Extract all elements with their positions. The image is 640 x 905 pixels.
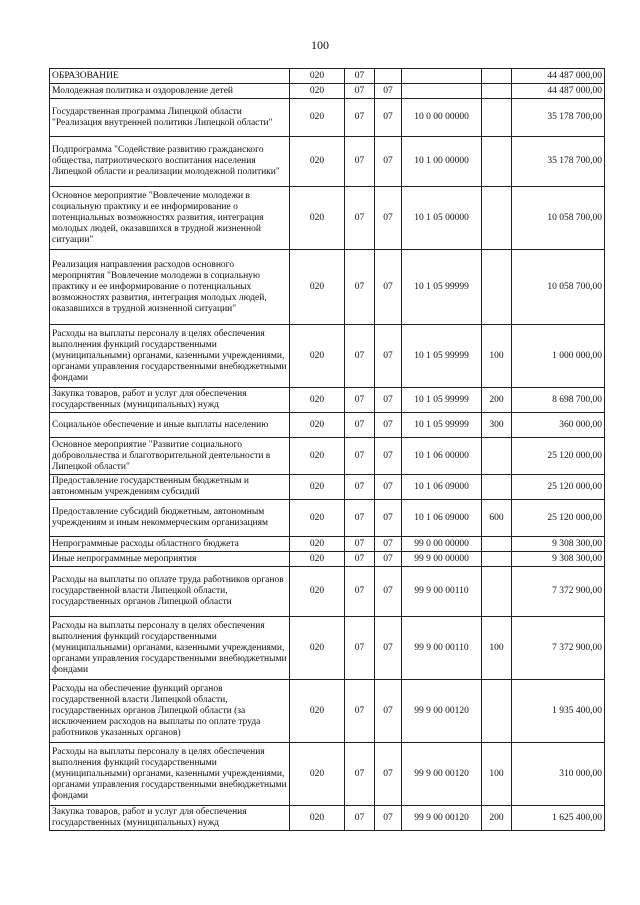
row-target-article: 99 0 00 00000 [402, 537, 482, 552]
row-section: 07 [345, 500, 375, 537]
row-amount: 44 487 000,00 [512, 69, 605, 84]
row-expense-type [482, 552, 512, 567]
row-target-article: 99 9 00 00110 [402, 567, 482, 617]
row-grbs: 020 [290, 438, 345, 475]
row-section: 07 [345, 187, 375, 250]
row-expense-type [482, 475, 512, 500]
row-name: Социальное обеспечение и иные выплаты населению [50, 413, 290, 438]
row-subsection: 07 [375, 567, 402, 617]
row-amount: 10 058 700,00 [512, 187, 605, 250]
row-expense-type [482, 680, 512, 743]
table-row [50, 137, 605, 187]
row-section: 07 [345, 99, 375, 137]
row-name: Закупка товаров, работ и услуг для обеспечения государственных (муниципальных) нужд [50, 806, 290, 831]
budget-table [49, 68, 605, 831]
row-name: Предоставление субсидий бюджетным, автономным учреждениям и иным некоммерческим организациям [50, 500, 290, 537]
row-section: 07 [345, 325, 375, 388]
row-expense-type: 200 [482, 806, 512, 831]
row-name: Основное мероприятие "Вовлечение молодежи в социальную практику и ее информирование о потенциальных возможностях развития, интеграция молодых людей, оказавшихся в трудной жизненной ситуации" [50, 187, 290, 250]
row-amount: 1 935 400,00 [512, 680, 605, 743]
row-name: Предоставление государственным бюджетным и автономным учреждениям субсидий [50, 475, 290, 500]
row-amount: 25 120 000,00 [512, 438, 605, 475]
row-expense-type [482, 99, 512, 137]
row-grbs: 020 [290, 500, 345, 537]
row-grbs: 020 [290, 69, 345, 84]
row-grbs: 020 [290, 325, 345, 388]
row-subsection: 07 [375, 325, 402, 388]
row-section: 07 [345, 680, 375, 743]
row-section: 07 [345, 743, 375, 806]
row-grbs: 020 [290, 99, 345, 137]
row-target-article [402, 69, 482, 84]
row-target-article: 99 9 00 00120 [402, 680, 482, 743]
row-amount: 35 178 700,00 [512, 137, 605, 187]
row-subsection: 07 [375, 137, 402, 187]
row-expense-type [482, 187, 512, 250]
table-row [50, 413, 605, 438]
row-target-article: 10 1 05 99999 [402, 413, 482, 438]
row-name: Иные непрограммные мероприятия [50, 552, 290, 567]
page-number: 100 [311, 38, 329, 52]
row-subsection: 07 [375, 475, 402, 500]
row-section: 07 [345, 388, 375, 413]
row-target-article: 10 0 00 00000 [402, 99, 482, 137]
row-amount: 35 178 700,00 [512, 99, 605, 137]
row-expense-type: 100 [482, 617, 512, 680]
row-target-article: 10 1 06 09000 [402, 475, 482, 500]
row-subsection: 07 [375, 250, 402, 325]
row-subsection: 07 [375, 806, 402, 831]
row-grbs: 020 [290, 250, 345, 325]
row-name: ОБРАЗОВАНИЕ [50, 69, 290, 84]
row-section: 07 [345, 137, 375, 187]
row-amount: 1 625 400,00 [512, 806, 605, 831]
table-row [50, 537, 605, 552]
row-amount: 9 308 300,00 [512, 537, 605, 552]
row-target-article: 10 1 06 00000 [402, 438, 482, 475]
row-section: 07 [345, 69, 375, 84]
row-expense-type [482, 438, 512, 475]
row-amount: 9 308 300,00 [512, 552, 605, 567]
row-section: 07 [345, 567, 375, 617]
table-row [50, 187, 605, 250]
row-amount: 360 000,00 [512, 413, 605, 438]
row-amount: 10 058 700,00 [512, 250, 605, 325]
row-target-article: 10 1 05 99999 [402, 388, 482, 413]
row-name: Непрограммные расходы областного бюджета [50, 537, 290, 552]
row-name: Расходы на выплаты персоналу в целях обеспечения выполнения функций государственными (муниципальными) органами, казенными учреждениями, органами управления государственными внебюджетными фондами [50, 325, 290, 388]
row-expense-type [482, 567, 512, 617]
row-expense-type [482, 137, 512, 187]
row-section: 07 [345, 250, 375, 325]
row-target-article: 10 1 06 09000 [402, 500, 482, 537]
row-name: Подпрограмма "Содействие развитию гражданского общества, патриотического воспитания населения Липецкой области и реализации молодежной политики" [50, 137, 290, 187]
row-target-article: 10 1 05 99999 [402, 325, 482, 388]
row-target-article: 99 9 00 00120 [402, 806, 482, 831]
row-subsection: 07 [375, 743, 402, 806]
row-subsection: 07 [375, 84, 402, 99]
row-expense-type [482, 250, 512, 325]
row-expense-type: 100 [482, 325, 512, 388]
row-expense-type: 300 [482, 413, 512, 438]
row-name: Расходы на выплаты по оплате труда работников органов государственной власти Липецкой области, государственных органов Липецкой области [50, 567, 290, 617]
row-target-article: 99 9 00 00000 [402, 552, 482, 567]
row-expense-type [482, 537, 512, 552]
row-amount: 7 372 900,00 [512, 617, 605, 680]
row-grbs: 020 [290, 187, 345, 250]
row-name: Молодежная политика и оздоровление детей [50, 84, 290, 99]
row-expense-type: 600 [482, 500, 512, 537]
row-amount: 1 000 000,00 [512, 325, 605, 388]
row-grbs: 020 [290, 743, 345, 806]
table-row [50, 99, 605, 137]
row-name: Расходы на выплаты персоналу в целях обеспечения выполнения функций государственными (муниципальными) органами, казенными учреждениями, органами управления государственными внебюджетными фондами [50, 617, 290, 680]
row-section: 07 [345, 617, 375, 680]
row-amount: 8 698 700,00 [512, 388, 605, 413]
row-subsection: 07 [375, 500, 402, 537]
row-amount: 7 372 900,00 [512, 567, 605, 617]
table-row [50, 617, 605, 680]
row-expense-type: 200 [482, 388, 512, 413]
row-name: Реализация направления расходов основного мероприятия "Вовлечение молодежи в социальную практику и ее информирование о потенциальных возможностях развития, интеграция молодых людей, оказавшихся в трудной жизненной ситуации" [50, 250, 290, 325]
row-section: 07 [345, 552, 375, 567]
row-amount: 310 000,00 [512, 743, 605, 806]
row-grbs: 020 [290, 806, 345, 831]
row-subsection: 07 [375, 617, 402, 680]
row-grbs: 020 [290, 413, 345, 438]
row-section: 07 [345, 413, 375, 438]
row-target-article: 10 1 00 00000 [402, 137, 482, 187]
row-subsection: 07 [375, 413, 402, 438]
row-section: 07 [345, 475, 375, 500]
table-row [50, 388, 605, 413]
table-row [50, 806, 605, 831]
row-subsection: 07 [375, 680, 402, 743]
row-subsection: 07 [375, 438, 402, 475]
row-subsection [375, 69, 402, 84]
row-section: 07 [345, 84, 375, 99]
row-grbs: 020 [290, 84, 345, 99]
row-name: Расходы на обеспечение функций органов государственной власти Липецкой области, государственных органов Липецкой области (за исключением расходов на выплаты по оплате труда работников указанных органов) [50, 680, 290, 743]
row-target-article [402, 84, 482, 99]
table-row [50, 500, 605, 537]
row-subsection: 07 [375, 99, 402, 137]
row-name: Расходы на выплаты персоналу в целях обеспечения выполнения функций государственными (муниципальными) органами, казенными учреждениями, органами управления государственными внебюджетными фондами [50, 743, 290, 806]
row-grbs: 020 [290, 680, 345, 743]
row-grbs: 020 [290, 617, 345, 680]
row-expense-type: 100 [482, 743, 512, 806]
table-row [50, 475, 605, 500]
row-name: Основное мероприятие "Развитие социального добровольчества и благотворительной деятельности в Липецкой области" [50, 438, 290, 475]
table-row [50, 438, 605, 475]
table-row [50, 250, 605, 325]
row-subsection: 07 [375, 187, 402, 250]
row-target-article: 99 9 00 00120 [402, 743, 482, 806]
row-subsection: 07 [375, 552, 402, 567]
row-target-article: 10 1 05 00000 [402, 187, 482, 250]
row-target-article: 10 1 05 99999 [402, 250, 482, 325]
table-row [50, 325, 605, 388]
row-target-article: 99 9 00 00110 [402, 617, 482, 680]
table-row [50, 743, 605, 806]
row-expense-type [482, 69, 512, 84]
row-subsection: 07 [375, 537, 402, 552]
row-subsection: 07 [375, 388, 402, 413]
row-section: 07 [345, 806, 375, 831]
row-grbs: 020 [290, 475, 345, 500]
row-section: 07 [345, 438, 375, 475]
row-grbs: 020 [290, 552, 345, 567]
table-row [50, 69, 605, 84]
row-amount: 25 120 000,00 [512, 500, 605, 537]
table-row [50, 567, 605, 617]
row-section: 07 [345, 537, 375, 552]
row-grbs: 020 [290, 537, 345, 552]
row-expense-type [482, 84, 512, 99]
row-amount: 25 120 000,00 [512, 475, 605, 500]
table-row [50, 84, 605, 99]
row-grbs: 020 [290, 137, 345, 187]
table-row [50, 680, 605, 743]
table-row [50, 552, 605, 567]
row-name: Закупка товаров, работ и услуг для обеспечения государственных (муниципальных) нужд [50, 388, 290, 413]
row-grbs: 020 [290, 388, 345, 413]
row-name: Государственная программа Липецкой области "Реализация внутренней политики Липецкой области" [50, 99, 290, 137]
row-amount: 44 487 000,00 [512, 84, 605, 99]
row-grbs: 020 [290, 567, 345, 617]
